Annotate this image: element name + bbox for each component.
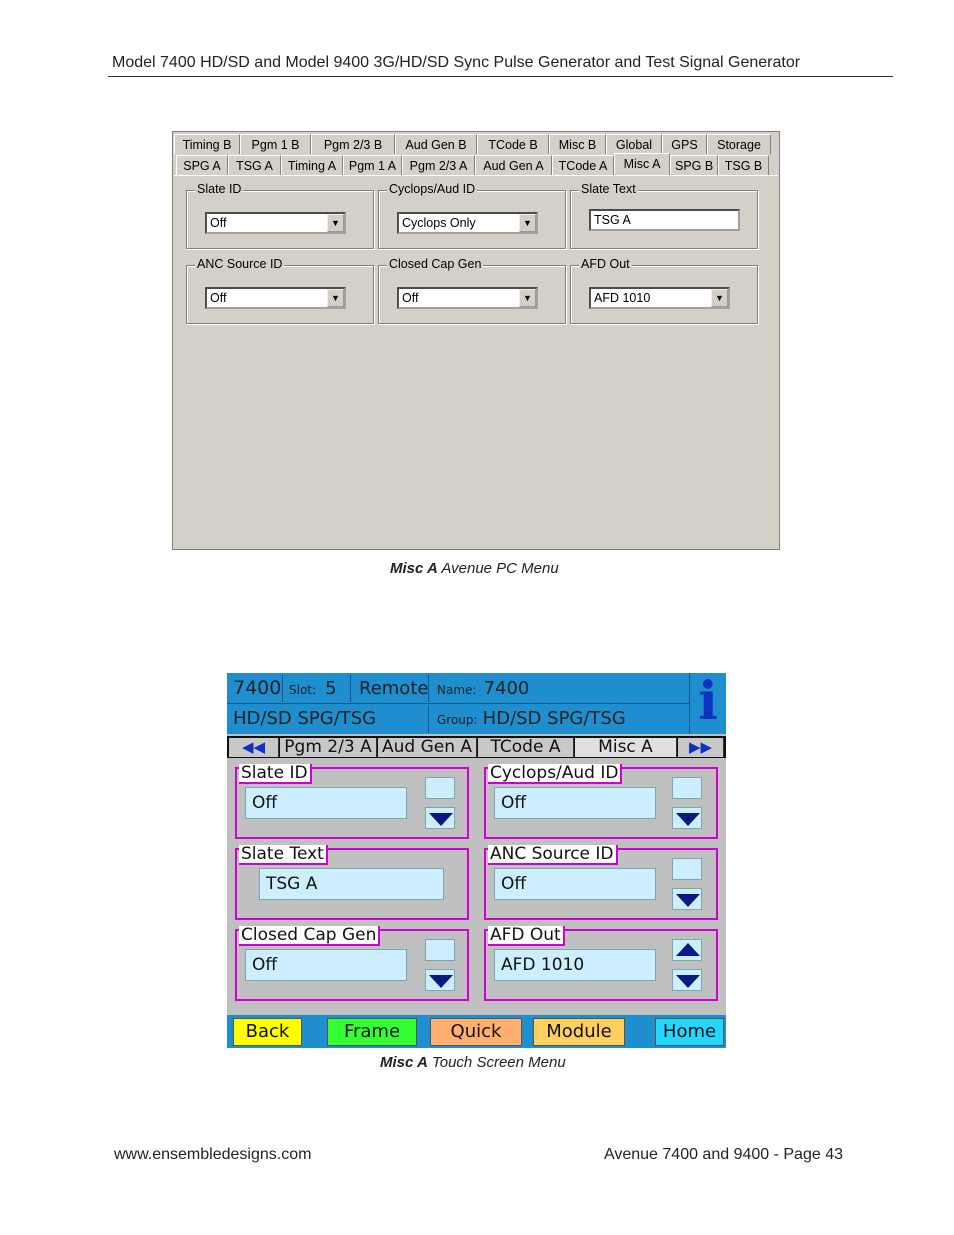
home-button[interactable]: Home	[655, 1018, 724, 1046]
group-display	[431, 705, 687, 733]
cyclops-value: Cyclops Only	[402, 216, 476, 230]
tab-spg-b[interactable]: SPG B	[670, 155, 718, 175]
tab-tcode-a[interactable]: TCode A	[552, 155, 614, 175]
remote-status: Remote	[353, 675, 429, 702]
group-cyclops-aud-id	[378, 182, 566, 249]
ts-cyclops-up-button[interactable]	[672, 777, 702, 799]
back-button[interactable]: Back	[233, 1018, 302, 1046]
ts-group-slate-text	[235, 844, 469, 920]
slate-text-label: Slate Text	[581, 182, 636, 196]
arrow-down-icon	[429, 975, 453, 988]
ts-cyclops-value[interactable]: Off	[494, 787, 656, 819]
arrow-down-icon	[676, 813, 700, 826]
footer-page-number: Avenue 7400 and 9400 - Page 43	[603, 1146, 843, 1163]
ts-afd-out-up-button[interactable]	[672, 939, 702, 961]
tab-audgen-a[interactable]: Aud Gen A	[475, 155, 552, 175]
ts-afd-out-down-button[interactable]	[672, 969, 702, 991]
group-afd-out	[570, 257, 758, 324]
afd-out-label: AFD Out	[581, 257, 630, 271]
ts-group-closed-cap	[235, 925, 469, 1001]
pc-tab-panel	[174, 175, 778, 549]
ts-tab-misc-a[interactable]: Misc A	[575, 738, 677, 757]
slate-id-dropdown[interactable]	[205, 212, 346, 234]
tab-row-top	[174, 134, 771, 154]
chevron-down-icon[interactable]: ▼	[327, 214, 344, 232]
header-rule	[108, 76, 893, 77]
ts-slate-id-label: Slate ID	[239, 764, 312, 784]
tab-tcode-b[interactable]: TCode B	[477, 134, 549, 154]
ts-group-cyclops	[484, 763, 718, 839]
bar-divider	[227, 703, 689, 704]
ts-closed-cap-up-button[interactable]	[425, 939, 455, 961]
tab-tsg-b[interactable]: TSG B	[718, 155, 769, 175]
group-value: HD/SD SPG/TSG	[482, 708, 626, 729]
footer-website[interactable]: www.ensembledesigns.com	[114, 1146, 312, 1163]
tab-gps[interactable]: GPS	[662, 134, 707, 154]
anc-source-label: ANC Source ID	[197, 257, 283, 271]
ts-closed-cap-down-button[interactable]	[425, 969, 455, 991]
afd-out-dropdown[interactable]	[589, 287, 730, 309]
tab-misc-a[interactable]: Misc A	[614, 153, 670, 175]
ts-tab-audgen-a[interactable]: Aud Gen A	[378, 738, 477, 757]
name-value: 7400	[483, 678, 530, 699]
group-slate-text	[570, 182, 758, 249]
chevron-down-icon[interactable]: ▼	[519, 289, 536, 307]
group-label: Group:	[437, 713, 478, 727]
group-anc-source-id	[186, 257, 374, 324]
ts-tab-pgm23-a[interactable]: Pgm 2/3 A	[280, 738, 377, 757]
pc-menu-caption: Misc A Avenue PC Menu	[390, 560, 559, 577]
tab-misc-b[interactable]: Misc B	[549, 134, 606, 154]
closed-cap-label: Closed Cap Gen	[389, 257, 482, 271]
slot-label: Slot:	[289, 683, 317, 697]
page-header: Model 7400 HD/SD and Model 9400 3G/HD/SD Sync Pulse Generator and Test Signal Generator	[112, 54, 801, 71]
group-slate-id	[186, 182, 374, 249]
ts-anc-source-up-button[interactable]	[672, 858, 702, 880]
slate-text-input[interactable]: TSG A	[589, 209, 740, 231]
ts-afd-out-label: AFD Out	[488, 926, 565, 946]
prev-tabs-icon[interactable]: ◀◀	[229, 738, 279, 757]
tab-storage[interactable]: Storage	[707, 134, 771, 154]
tab-pgm23-a[interactable]: Pgm 2/3 A	[402, 155, 475, 175]
touch-screen-menu	[227, 673, 726, 1048]
tab-row-bottom	[176, 155, 769, 177]
ts-cyclops-down-button[interactable]	[672, 807, 702, 829]
ts-tab-tcode-a[interactable]: TCode A	[478, 738, 574, 757]
anc-source-dropdown[interactable]	[205, 287, 346, 309]
slate-id-value: Off	[210, 216, 227, 230]
frame-button[interactable]: Frame	[327, 1018, 417, 1046]
ts-group-slate-id	[235, 763, 469, 839]
tab-pgm1-b[interactable]: Pgm 1 B	[240, 134, 311, 154]
cyclops-label: Cyclops/Aud ID	[389, 182, 476, 196]
ts-anc-source-down-button[interactable]	[672, 888, 702, 910]
ts-slate-text-label: Slate Text	[239, 845, 328, 865]
chevron-down-icon[interactable]: ▼	[711, 289, 728, 307]
ts-cyclops-label: Cyclops/Aud ID	[488, 764, 622, 784]
slot-value: 5	[325, 678, 337, 699]
tab-global[interactable]: Global	[606, 134, 662, 154]
card-type: HD/SD SPG/TSG	[229, 705, 429, 733]
ts-slate-text-value[interactable]: TSG A	[259, 868, 444, 900]
ts-closed-cap-label: Closed Cap Gen	[239, 926, 380, 946]
model-number: 7400	[229, 675, 283, 702]
ts-afd-out-value[interactable]: AFD 1010	[494, 949, 656, 981]
name-label: Name:	[437, 683, 477, 697]
anc-source-value: Off	[210, 291, 227, 305]
arrow-down-icon	[676, 894, 700, 907]
chevron-down-icon[interactable]: ▼	[327, 289, 344, 307]
arrow-down-icon	[429, 813, 453, 826]
ts-slate-id-value[interactable]: Off	[245, 787, 407, 819]
tab-spg-a[interactable]: SPG A	[176, 155, 228, 175]
tab-timing-a[interactable]: Timing A	[281, 155, 343, 175]
tab-audgen-b[interactable]: Aud Gen B	[395, 134, 477, 154]
touch-menu-caption: Misc A Touch Screen Menu	[380, 1054, 566, 1071]
ts-group-afd-out	[484, 925, 718, 1001]
pc-menu-window	[172, 131, 780, 550]
slate-id-label: Slate ID	[197, 182, 242, 196]
ts-slate-id-up-button[interactable]	[425, 777, 455, 799]
ts-group-anc-source	[484, 844, 718, 920]
arrow-up-icon	[676, 943, 700, 956]
info-icon[interactable]: i	[689, 673, 726, 734]
closed-cap-value: Off	[402, 291, 419, 305]
arrow-down-icon	[676, 975, 700, 988]
tab-timing-b[interactable]: Timing B	[174, 134, 240, 154]
afd-out-value: AFD 1010	[594, 291, 651, 305]
name-display	[431, 675, 687, 702]
chevron-down-icon[interactable]: ▼	[519, 214, 536, 232]
closed-cap-dropdown[interactable]	[397, 287, 538, 309]
tab-pgm1-a[interactable]: Pgm 1 A	[343, 155, 402, 175]
quick-button[interactable]: Quick	[430, 1018, 522, 1046]
group-closed-cap-gen	[378, 257, 566, 324]
cyclops-dropdown[interactable]	[397, 212, 538, 234]
slot-display	[285, 675, 351, 702]
ts-anc-source-value[interactable]: Off	[494, 868, 656, 900]
ts-closed-cap-value[interactable]: Off	[245, 949, 407, 981]
tab-tsg-a[interactable]: TSG A	[228, 155, 281, 175]
module-button[interactable]: Module	[533, 1018, 625, 1046]
ts-slate-id-down-button[interactable]	[425, 807, 455, 829]
ts-anc-source-label: ANC Source ID	[488, 845, 618, 865]
tab-pgm23-b[interactable]: Pgm 2/3 B	[311, 134, 395, 154]
next-tabs-icon[interactable]: ▶▶	[678, 738, 724, 757]
